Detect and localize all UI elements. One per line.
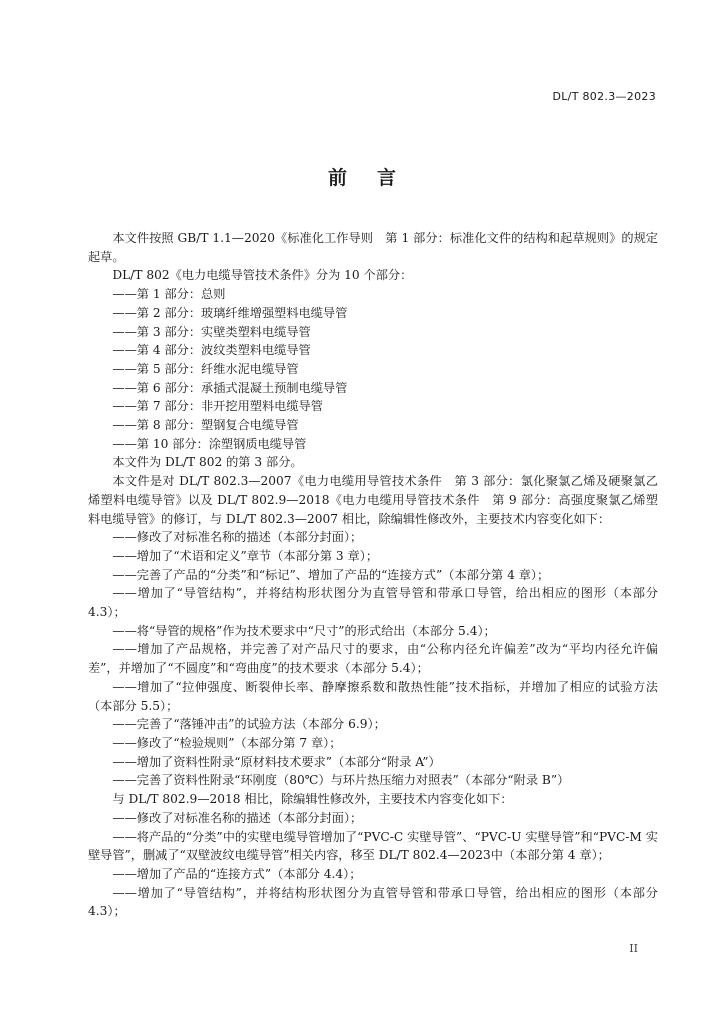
list-item: ——第 10 部分：涂塑钢质电缆导管 [112, 436, 307, 451]
paragraph: 与 DL/T 802.9—2018 相比，除编辑性修改外，主要技术内容变化如下： [112, 792, 513, 807]
paragraph: 本文件是对 DL/T 802.3—2007《电力电缆用导管技术条件 第 3 部分：氯化聚氯乙烯及硬聚氯乙烯塑料电缆导管》以及 DL/T 802.9—2018《电力电缆用导管技术条件 第 9 部分：高强度聚氯乙烯塑料电缆导管》的修订，与 DL/T 802.3—2007 相比，除编辑性修改外，主要技术内容变化如下： [88, 474, 658, 526]
list-item: ——增加了“导管结构”，并将结构形状图分为直管导管和带承口导管，给出相应的图形（本部分 4.3）； [88, 586, 658, 620]
list-item: ——第 1 部分：总则 [112, 287, 226, 302]
list-item: ——增加了产品的“连接方式”（本部分 4.4）； [112, 866, 362, 881]
list-item: ——第 3 部分：实壁类塑料电缆导管 [112, 324, 311, 339]
list-item: ——增加了“术语和定义”章节（本部分第 3 章）； [112, 548, 379, 563]
list-item: ——修改了对标准名称的描述（本部分封面）； [112, 810, 363, 825]
list-item: ——修改了对标准名称的描述（本部分封面）； [112, 530, 363, 545]
page-number: II [629, 942, 638, 955]
list-item: ——完善了“落锤冲击”的试验方法（本部分 6.9）； [112, 717, 386, 732]
list-item: ——第 4 部分：波纹类塑料电缆导管 [112, 343, 311, 358]
list-item: ——修改了“检验规则”（本部分第 7 章）； [112, 735, 342, 750]
list-item: ——第 2 部分：玻璃纤维增强塑料电缆导管 [112, 305, 348, 320]
list-item: ——增加了“拉伸强度、断裂伸长率、静摩擦系数和散热性能”技术指标，并增加了相应的试验方法（本部分 5.5）； [88, 679, 658, 713]
list-item: ——将产品的“分类”中的实壁电缆导管增加了“PVC-C 实壁导管”、“PVC-U 实壁导管”和“PVC-M 实壁导管”，删减了“双壁波纹电缆导管”相关内容，移至 DL/T 802.4—2023中（本部分第 4 章）； [88, 829, 658, 863]
foreword-body [88, 229, 658, 921]
list-item: ——第 6 部分：承插式混凝土预制电缆导管 [112, 380, 348, 395]
list-item: ——增加了产品规格，并完善了对产品尺寸的要求，由“公称内径允许偏差”改为“平均内径允许偏差”，并增加了“不圆度”和“弯曲度”的技术要求（本部分 5.4）； [88, 642, 658, 676]
list-item: ——第 5 部分：纤维水泥电缆导管 [112, 361, 299, 376]
list-item: ——第 7 部分：非开挖用塑料电缆导管 [112, 399, 323, 414]
list-item: ——完善了资料性附录“环刚度（80℃）与环片热压缩力对照表”（本部分“附录 B”） [112, 773, 570, 788]
list-item: ——第 8 部分：塑钢复合电缆导管 [112, 418, 299, 433]
list-item: ——将“导管的规格”作为技术要求中“尺寸”的形式给出（本部分 5.4）； [112, 623, 496, 638]
standard-code: DL/T 802.3—2023 [552, 90, 656, 103]
paragraph: 本文件按照 GB/T 1.1—2020《标准化工作导则 第 1 部分：标准化文件的结构和起草规则》的规定起草。 [88, 231, 658, 264]
paragraph: 本文件为 DL/T 802 的第 3 部分。 [112, 455, 303, 470]
paragraph: DL/T 802《电力电缆导管技术条件》分为 10 个部分： [112, 268, 413, 283]
list-item: ——增加了“导管结构”，并将结构形状图分为直管导管和带承口导管，给出相应的图形（本部分 4.3）； [88, 885, 658, 919]
list-item: ——完善了产品的“分类”和“标记”、增加了产品的“连接方式”（本部分第 4 章）； [112, 567, 550, 582]
list-item: ——增加了资料性附录“原材料技术要求”（本部分“附录 A”） [112, 754, 441, 769]
page-title: 前言 [327, 167, 426, 189]
